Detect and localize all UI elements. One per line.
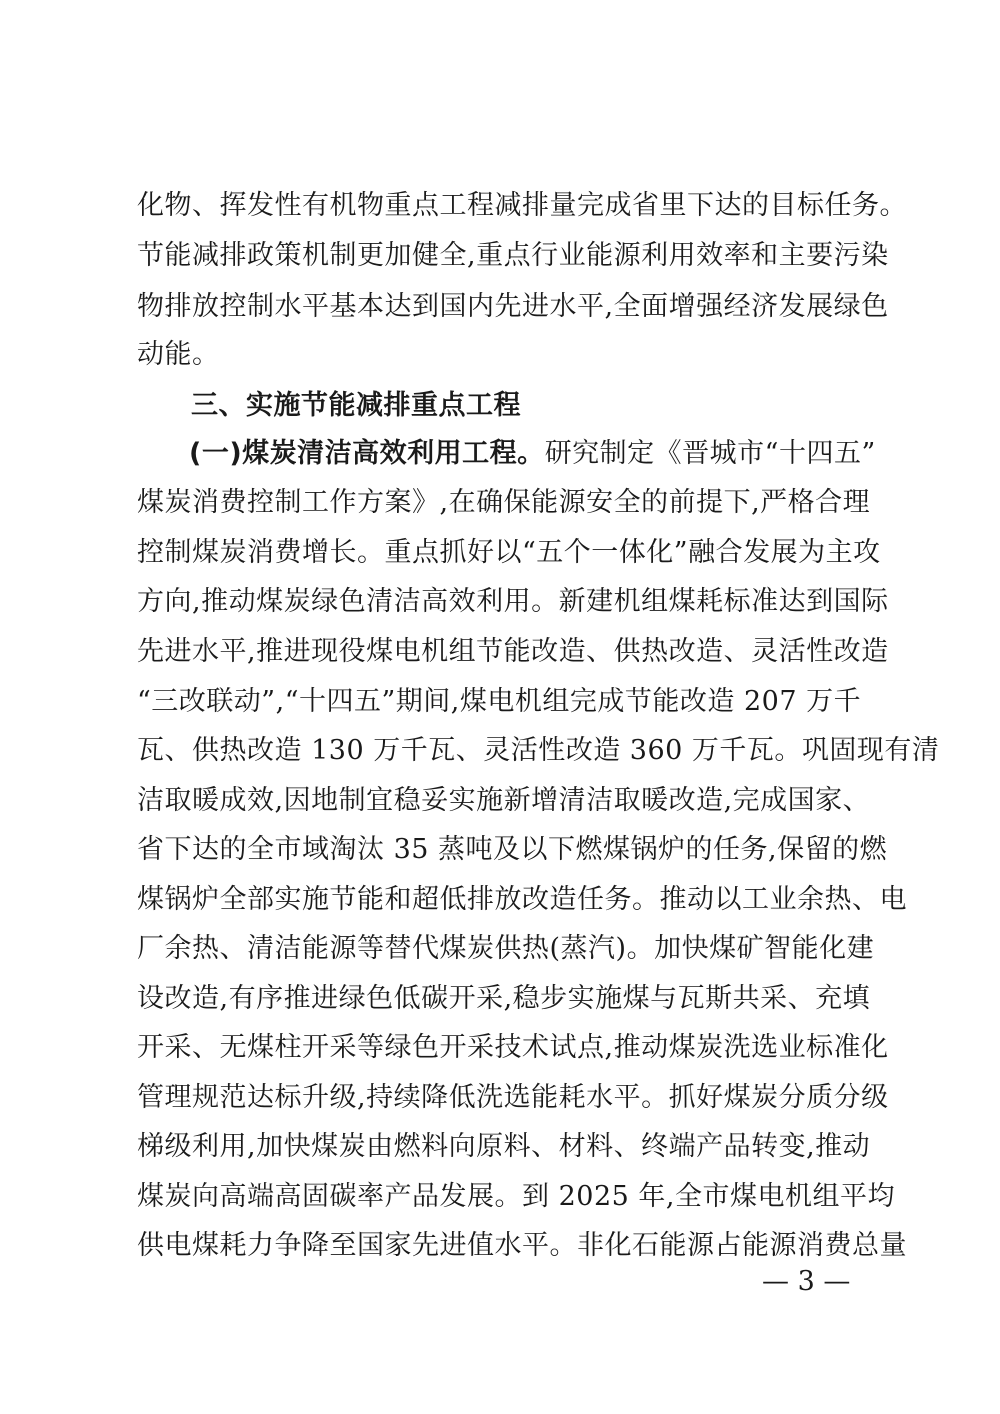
text-line: 方向,推动煤炭绿色清洁高效利用。新建机组煤耗标准达到国际 — [137, 586, 889, 617]
text-line: 供电煤耗力争降至国家先进值水平。非化石能源占能源消费总量 — [137, 1230, 907, 1261]
text-line: 先进水平,推进现役煤电机组节能改造、供热改造、灵活性改造 — [137, 636, 889, 667]
text-line: 开采、无煤柱开采等绿色开采技术试点,推动煤炭洗选业标准化 — [137, 1032, 889, 1063]
section-heading: 三、实施节能减排重点工程 — [191, 390, 521, 421]
text-line: “三改联动”,“十四五”期间,煤电机组完成节能改造 207 万千 — [137, 686, 862, 717]
subsection-first-line-text: 研究制定《晋城市“十四五” — [544, 438, 876, 469]
subsection-first-line — [189, 434, 876, 474]
text-line: 厂余热、清洁能源等替代煤炭供热(蒸汽)。加快煤矿智能化建 — [137, 933, 875, 964]
text-line: 煤炭消费控制工作方案》,在确保能源安全的前提下,严格合理 — [137, 487, 871, 518]
text-line: 管理规范达标升级,持续降低洗选能耗水平。抓好煤炭分质分级 — [137, 1082, 889, 1113]
page-number: — 3 — — [762, 1266, 851, 1297]
text-line: 煤炭向高端高固碳率产品发展。到 2025 年,全市煤电机组平均 — [137, 1181, 895, 1212]
text-line: 物排放控制水平基本达到国内先进水平,全面增强经济发展绿色 — [137, 291, 889, 322]
text-line: 洁取暖成效,因地制宜稳妥实施新增清洁取暖改造,完成国家、 — [137, 785, 871, 816]
text-line: 省下达的全市域淘汰 35 蒸吨及以下燃煤锅炉的任务,保留的燃 — [137, 834, 888, 865]
text-line: 控制煤炭消费增长。重点抓好以“五个一体化”融合发展为主攻 — [137, 537, 881, 568]
text-line: 节能减排政策机制更加健全,重点行业能源利用效率和主要污染 — [137, 240, 889, 271]
text-line: 动能。 — [137, 339, 220, 370]
text-line: 化物、挥发性有机物重点工程减排量完成省里下达的目标任务。 — [137, 190, 907, 221]
text-line: 梯级利用,加快煤炭由燃料向原料、材料、终端产品转变,推动 — [137, 1131, 871, 1162]
text-line: 瓦、供热改造 130 万千瓦、灵活性改造 360 万千瓦。巩固现有清 — [137, 735, 940, 766]
text-line: 煤锅炉全部实施节能和超低排放改造任务。推动以工业余热、电 — [137, 884, 907, 915]
subsection-title: (一)煤炭清洁高效利用工程。 — [189, 438, 545, 469]
text-line: 设改造,有序推进绿色低碳开采,稳步实施煤与瓦斯共采、充填 — [137, 983, 871, 1014]
